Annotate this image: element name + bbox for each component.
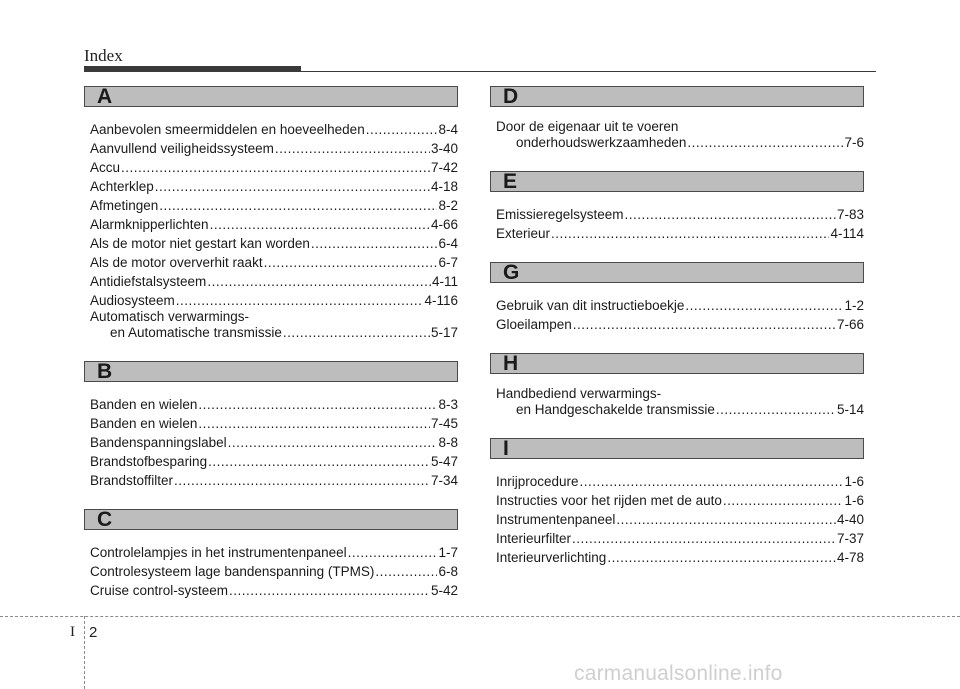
index-entry-label: Als de motor niet gestart kan worden — [90, 236, 310, 251]
index-entry-label: Gebruik van dit instructieboekje — [496, 298, 685, 313]
dot-leader — [208, 452, 430, 471]
index-entry — [496, 315, 864, 334]
index-entry — [90, 120, 458, 139]
index-entry-label: en Handgeschakelde transmissie — [516, 402, 715, 417]
dot-leader — [198, 395, 437, 414]
index-entry — [496, 296, 864, 315]
section-letter: E — [503, 170, 518, 193]
index-entry-page: 5-42 — [430, 583, 458, 598]
index-entry-label: Achterklep — [90, 179, 154, 194]
index-entry-label: Brandstoffilter — [90, 473, 174, 488]
index-entry-label: Emissieregelsysteem — [496, 207, 624, 222]
index-entry — [90, 395, 458, 414]
section-header — [490, 171, 864, 192]
watermark: carmanualsonline.info — [574, 662, 783, 685]
dot-leader — [580, 472, 844, 491]
index-entry — [90, 139, 458, 158]
dot-leader — [264, 253, 438, 272]
index-entry — [90, 452, 458, 471]
index-entry-label: Banden en wielen — [90, 397, 198, 412]
index-entry — [496, 472, 864, 491]
index-entries — [84, 543, 458, 600]
index-entries — [84, 120, 458, 342]
index-entry-label: Antidiefstalsysteem — [90, 274, 207, 289]
index-entry-page: 1-6 — [844, 493, 864, 508]
index-entry — [496, 205, 864, 224]
dot-leader — [229, 581, 430, 600]
dot-leader — [573, 315, 836, 334]
index-entry — [90, 196, 458, 215]
index-entry — [90, 291, 458, 310]
index-entry — [90, 433, 458, 452]
index-entry — [496, 491, 864, 510]
index-entry-label: Controlelampjes in het instrumentenpaneel — [90, 545, 347, 560]
index-entry-label: Instrumentenpaneel — [496, 512, 616, 527]
index-entry-label: Aanvullend veiligheidssysteem — [90, 141, 274, 156]
index-entry-label: Als de motor oververhit raakt — [90, 255, 263, 270]
index-entry-heading: Door de eigenaar uit te voeren — [496, 119, 679, 134]
index-entry-label: Gloeilampen — [496, 317, 572, 332]
section-letter: D — [503, 85, 519, 108]
index-entry-page: 5-17 — [430, 325, 458, 340]
index-entry-page: 4-11 — [431, 274, 458, 289]
section-letter: C — [97, 508, 113, 531]
index-entry-page: 3-40 — [430, 141, 458, 156]
index-entry-page: 7-37 — [836, 531, 864, 546]
footer-page-number: 2 — [89, 624, 98, 641]
index-entry-page: 1-7 — [438, 545, 458, 560]
index-entry — [90, 323, 458, 342]
index-entry-label: onderhoudswerkzaamheden — [516, 135, 687, 150]
left-column — [84, 86, 458, 619]
index-entries — [490, 387, 864, 419]
dot-leader — [375, 562, 437, 581]
section-header — [84, 86, 458, 107]
index-entries — [490, 472, 864, 567]
section-letter: A — [97, 85, 113, 108]
index-entries — [84, 395, 458, 490]
index-entry — [496, 133, 864, 152]
index-entry — [90, 215, 458, 234]
section-header — [490, 438, 864, 459]
section-letter: G — [503, 261, 520, 284]
index-entries — [490, 120, 864, 152]
index-entry-page: 8-2 — [438, 198, 458, 213]
dot-leader — [716, 400, 836, 419]
dot-leader — [311, 234, 438, 253]
index-entry-page: 4-40 — [836, 512, 864, 527]
section-header — [490, 353, 864, 374]
section-letter: H — [503, 352, 519, 375]
index-entry-page: 7-42 — [430, 160, 458, 175]
index-entry-page: 1-6 — [844, 474, 864, 489]
dot-leader — [551, 224, 829, 243]
dot-leader — [210, 215, 430, 234]
index-entry-label: Inrijprocedure — [496, 474, 579, 489]
page-title: Index — [84, 46, 123, 65]
index-entry-page: 7-45 — [430, 416, 458, 431]
dot-leader — [366, 120, 438, 139]
index-entry — [90, 177, 458, 196]
index-entry — [496, 529, 864, 548]
index-entry-page: 4-114 — [830, 226, 864, 241]
index-entry — [90, 581, 458, 600]
dot-leader — [174, 471, 430, 490]
index-entry-page: 6-4 — [438, 236, 458, 251]
index-entry-label: Banden en wielen — [90, 416, 198, 431]
index-entry-page: 4-78 — [836, 550, 864, 565]
index-entry — [496, 510, 864, 529]
dot-leader — [723, 491, 844, 510]
index-entry-page: 8-3 — [438, 397, 458, 412]
index-entry-page: 8-4 — [438, 122, 458, 137]
index-entry — [90, 562, 458, 581]
index-entry-page: 4-116 — [424, 293, 458, 308]
section-header — [84, 361, 458, 382]
section-header — [84, 509, 458, 530]
index-entry — [90, 471, 458, 490]
index-entry — [90, 234, 458, 253]
index-entry — [90, 543, 458, 562]
index-entry-page: 7-83 — [836, 207, 864, 222]
dot-leader — [572, 529, 836, 548]
dot-leader — [348, 543, 438, 562]
index-entry-label: Aanbevolen smeermiddelen en hoeveelheden — [90, 122, 365, 137]
index-entry — [496, 548, 864, 567]
dot-leader — [283, 323, 430, 342]
header-rule-thin — [84, 71, 876, 72]
index-entry — [90, 253, 458, 272]
dot-leader — [121, 158, 430, 177]
index-entry-label: Controlesysteem lage bandenspanning (TPMS) — [90, 564, 375, 579]
index-entries — [490, 296, 864, 334]
dot-leader — [207, 272, 431, 291]
dot-leader — [685, 296, 843, 315]
dot-leader — [625, 205, 836, 224]
index-entry-label: Interieurverlichting — [496, 550, 607, 565]
index-entry-page: 6-7 — [438, 255, 458, 270]
index-entry-label: Cruise control-systeem — [90, 583, 229, 598]
dot-leader — [607, 548, 836, 567]
index-entry-label: Alarmknipperlichten — [90, 217, 209, 232]
index-entry — [90, 414, 458, 433]
footer-vertical-divider — [84, 616, 85, 689]
index-entry-page: 8-8 — [438, 435, 458, 450]
index-entry-label: Instructies voor het rijden met de auto — [496, 493, 722, 508]
index-entry — [496, 224, 864, 243]
dot-leader — [687, 133, 843, 152]
index-entry — [90, 158, 458, 177]
dot-leader — [198, 414, 430, 433]
index-entry-label: Interieurfilter — [496, 531, 572, 546]
index-entry-label: Bandenspanningslabel — [90, 435, 227, 450]
section-header — [490, 86, 864, 107]
index-entry-label: Brandstofbesparing — [90, 454, 208, 469]
index-entry — [496, 400, 864, 419]
index-entry-page: 5-14 — [836, 402, 864, 417]
section-letter: B — [97, 360, 113, 383]
index-entry-label: Exterieur — [496, 226, 551, 241]
index-entry-page: 7-66 — [836, 317, 864, 332]
dot-leader — [275, 139, 430, 158]
dot-leader — [228, 433, 438, 452]
index-entry-page: 1-2 — [844, 298, 864, 313]
index-entry-heading: Automatisch verwarmings- — [90, 309, 250, 324]
section-header — [490, 262, 864, 283]
dot-leader — [176, 291, 424, 310]
index-entries — [490, 205, 864, 243]
index-entry-page: 4-66 — [430, 217, 458, 232]
footer-divider — [0, 616, 960, 617]
dot-leader — [155, 177, 430, 196]
dot-leader — [616, 510, 836, 529]
index-entry-heading: Handbediend verwarmings- — [496, 386, 662, 401]
index-entry-page: 7-34 — [430, 473, 458, 488]
right-column — [490, 86, 864, 586]
index-entry-label: Audiosysteem — [90, 293, 175, 308]
index-entry-page: 4-18 — [430, 179, 458, 194]
index-entry-page: 5-47 — [430, 454, 458, 469]
dot-leader — [159, 196, 437, 215]
index-entry-label: Afmetingen — [90, 198, 159, 213]
index-entry — [90, 272, 458, 291]
index-entry-page: 7-6 — [844, 135, 864, 150]
footer-section-letter: I — [70, 624, 75, 640]
section-letter: I — [503, 437, 509, 460]
index-entry-label: Accu — [90, 160, 121, 175]
index-entry-label: en Automatische transmissie — [110, 325, 282, 340]
index-entry-page: 6-8 — [438, 564, 458, 579]
